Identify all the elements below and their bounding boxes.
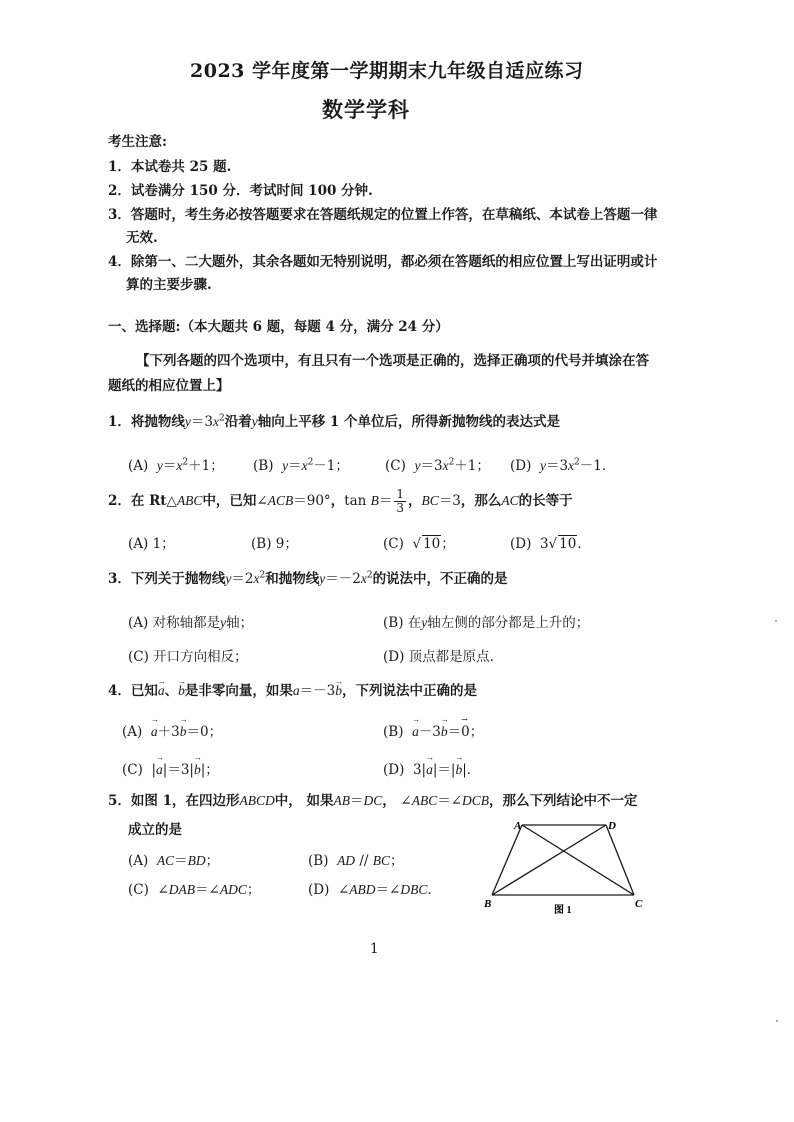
question-5-stem-continued: 成立的是 — [128, 822, 182, 838]
question-2-stem: 2．在 Rt△ABC中，已知∠ACB＝90°，tan B＝ $\frac{1}{3}$ ，BC＝3，那么AC的长等于 — [108, 487, 573, 515]
q1-option-c[interactable]: (C) $y=3x^2+1$； — [385, 457, 490, 474]
section-instruction: 题纸的相应位置上】 — [108, 378, 230, 394]
q3-option-c[interactable]: (C) 开口方向相反； — [128, 649, 248, 665]
scan-speck — [775, 620, 777, 622]
question-4-stem: 4．已知→ a、→ b是非零向量，如果a＝－3→ b，下列说法中正确的是 — [108, 682, 477, 700]
q5-option-c[interactable]: (C) ∠DAB＝∠ADC； — [128, 882, 261, 898]
q2-option-c[interactable]: (C) √ 10； — [383, 536, 455, 552]
q2-option-b[interactable]: (B) 9； — [251, 536, 298, 552]
vertex-label-d: D — [608, 820, 616, 832]
figure-caption: 图 1 — [554, 905, 572, 916]
vertex-label-c: C — [635, 898, 643, 910]
question-5-stem: 5．如图 1，在四边形ABCD中， 如果AB＝DC， ∠ABC＝∠DCB，那么下列结论中不一定 — [108, 793, 638, 809]
q2-option-d[interactable]: (D) 3√ 10． — [510, 536, 591, 552]
section-heading: 一、选择题:（本大题共 6 题，每题 4 分，满分 24 分） — [108, 319, 449, 335]
q1-option-b[interactable]: (B) $y=x^2-1$； — [253, 457, 349, 474]
q4-option-b[interactable]: (B) → a－3→ b＝→ 0； — [383, 720, 483, 740]
q5-option-a[interactable]: (A) AC＝BD； — [128, 853, 220, 869]
notice-item: 3．答题时，考生务必按答题要求在答题纸规定的位置上作答，在草稿纸、本试卷上答题一律 — [108, 207, 658, 223]
notice-item: 4．除第一、二大题外，其余各题如无特别说明，都必须在答题纸的相应位置上写出证明或计 — [108, 254, 658, 270]
q2-option-a[interactable]: (A) 1； — [128, 536, 175, 552]
q1-option-a[interactable]: (A) $y=x^2+1$； — [128, 457, 224, 474]
subject-title: 数学学科 — [322, 97, 410, 122]
exam-title: 2023 学年度第一学期期末九年级自适应练习 — [190, 60, 584, 82]
q3-option-d[interactable]: (D) 顶点都是原点. — [383, 649, 494, 665]
notice-item: 1．本试卷共 25 题. — [108, 159, 232, 175]
q1-option-d[interactable]: (D) $y=3x^2-1$． — [510, 457, 616, 474]
side-ab — [492, 825, 522, 895]
question-1-stem: 1．将抛物线$y=3x^2$沿着y轴向上平移 1 个单位后，所得新抛物线的表达式是 — [108, 413, 561, 430]
question-3-stem: 3．下列关于抛物线$y=2x^2$和抛物线$y=-2x^2$的说法中，不正确的是 — [108, 570, 508, 587]
q4-option-c[interactable]: (C) |→ a|＝3|→ b|； — [122, 758, 219, 778]
q3-option-a[interactable]: (A) 对称轴都是y轴； — [128, 615, 254, 631]
q4-option-d[interactable]: (D) 3|→ a|＝|→ b|． — [383, 758, 480, 778]
side-dc — [606, 825, 634, 895]
vertex-label-a: A — [514, 820, 522, 832]
q5-option-b[interactable]: (B) AD // BC； — [308, 853, 404, 869]
section-instruction: 【下列各题的四个选项中，有且只有一个选项是正确的，选择正确项的代号并填涂在答 — [136, 353, 649, 369]
q3-option-b[interactable]: (B) 在y轴左侧的部分都是上升的； — [383, 615, 590, 631]
q5-option-d[interactable]: (D) ∠ABD＝∠DBC． — [308, 882, 441, 898]
scan-speck — [776, 1020, 778, 1022]
notice-item: 2．试卷满分 150 分．考试时间 100 分钟. — [108, 183, 373, 199]
q4-option-a[interactable]: (A) → a＋3→ b＝0； — [122, 720, 222, 740]
page-number: 1 — [370, 941, 379, 957]
diagonal-ac — [522, 825, 634, 895]
notice-item-continued: 算的主要步骤. — [126, 277, 212, 293]
figure-1-trapezoid — [480, 815, 643, 916]
vertex-label-b: B — [484, 898, 492, 910]
notice-heading: 考生注意: — [108, 134, 167, 150]
diagonal-bd — [492, 825, 606, 895]
notice-item-continued: 无效. — [126, 230, 158, 246]
